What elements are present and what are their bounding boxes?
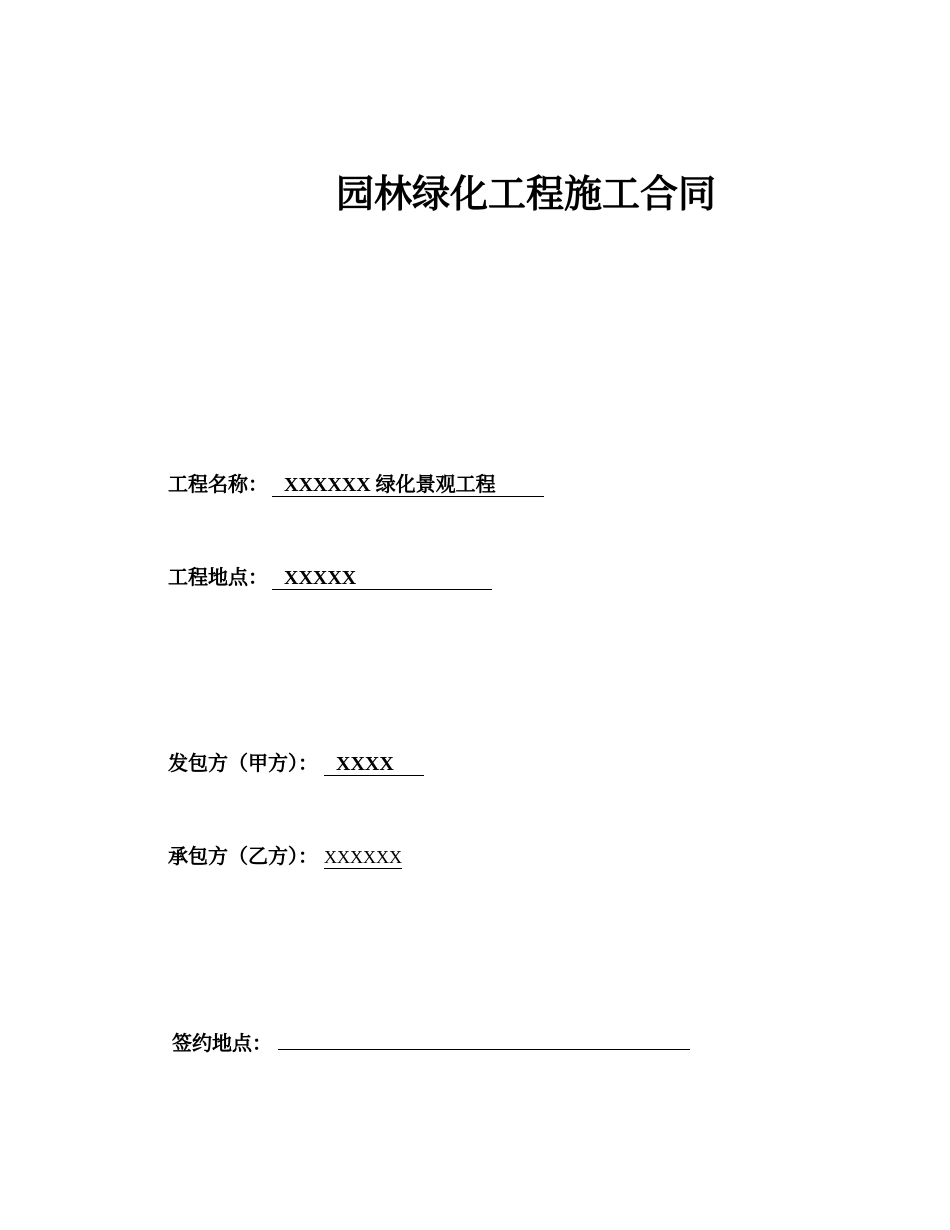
project-name-value[interactable]: XXXXXX 绿化景观工程: [272, 474, 544, 497]
project-name-field: [168, 470, 544, 498]
party-b-field: [168, 842, 402, 870]
project-location-value[interactable]: XXXXX: [272, 567, 492, 590]
party-b-label: 承包方（乙方）：: [168, 844, 318, 868]
contract-title: 园林绿化工程施工合同: [336, 172, 717, 216]
project-location-field: [168, 563, 492, 591]
signing-location-label: 签约地点：: [172, 1031, 272, 1055]
signing-location-field: [172, 1028, 690, 1057]
party-b-value[interactable]: XXXXXX: [324, 847, 402, 867]
party-a-value[interactable]: XXXX: [324, 753, 424, 776]
party-a-field: [168, 749, 424, 777]
project-location-label: 工程地点：: [168, 565, 268, 589]
party-a-label: 发包方（甲方）：: [168, 751, 318, 775]
project-name-label: 工程名称：: [168, 472, 268, 496]
signing-location-value[interactable]: [278, 1028, 690, 1050]
